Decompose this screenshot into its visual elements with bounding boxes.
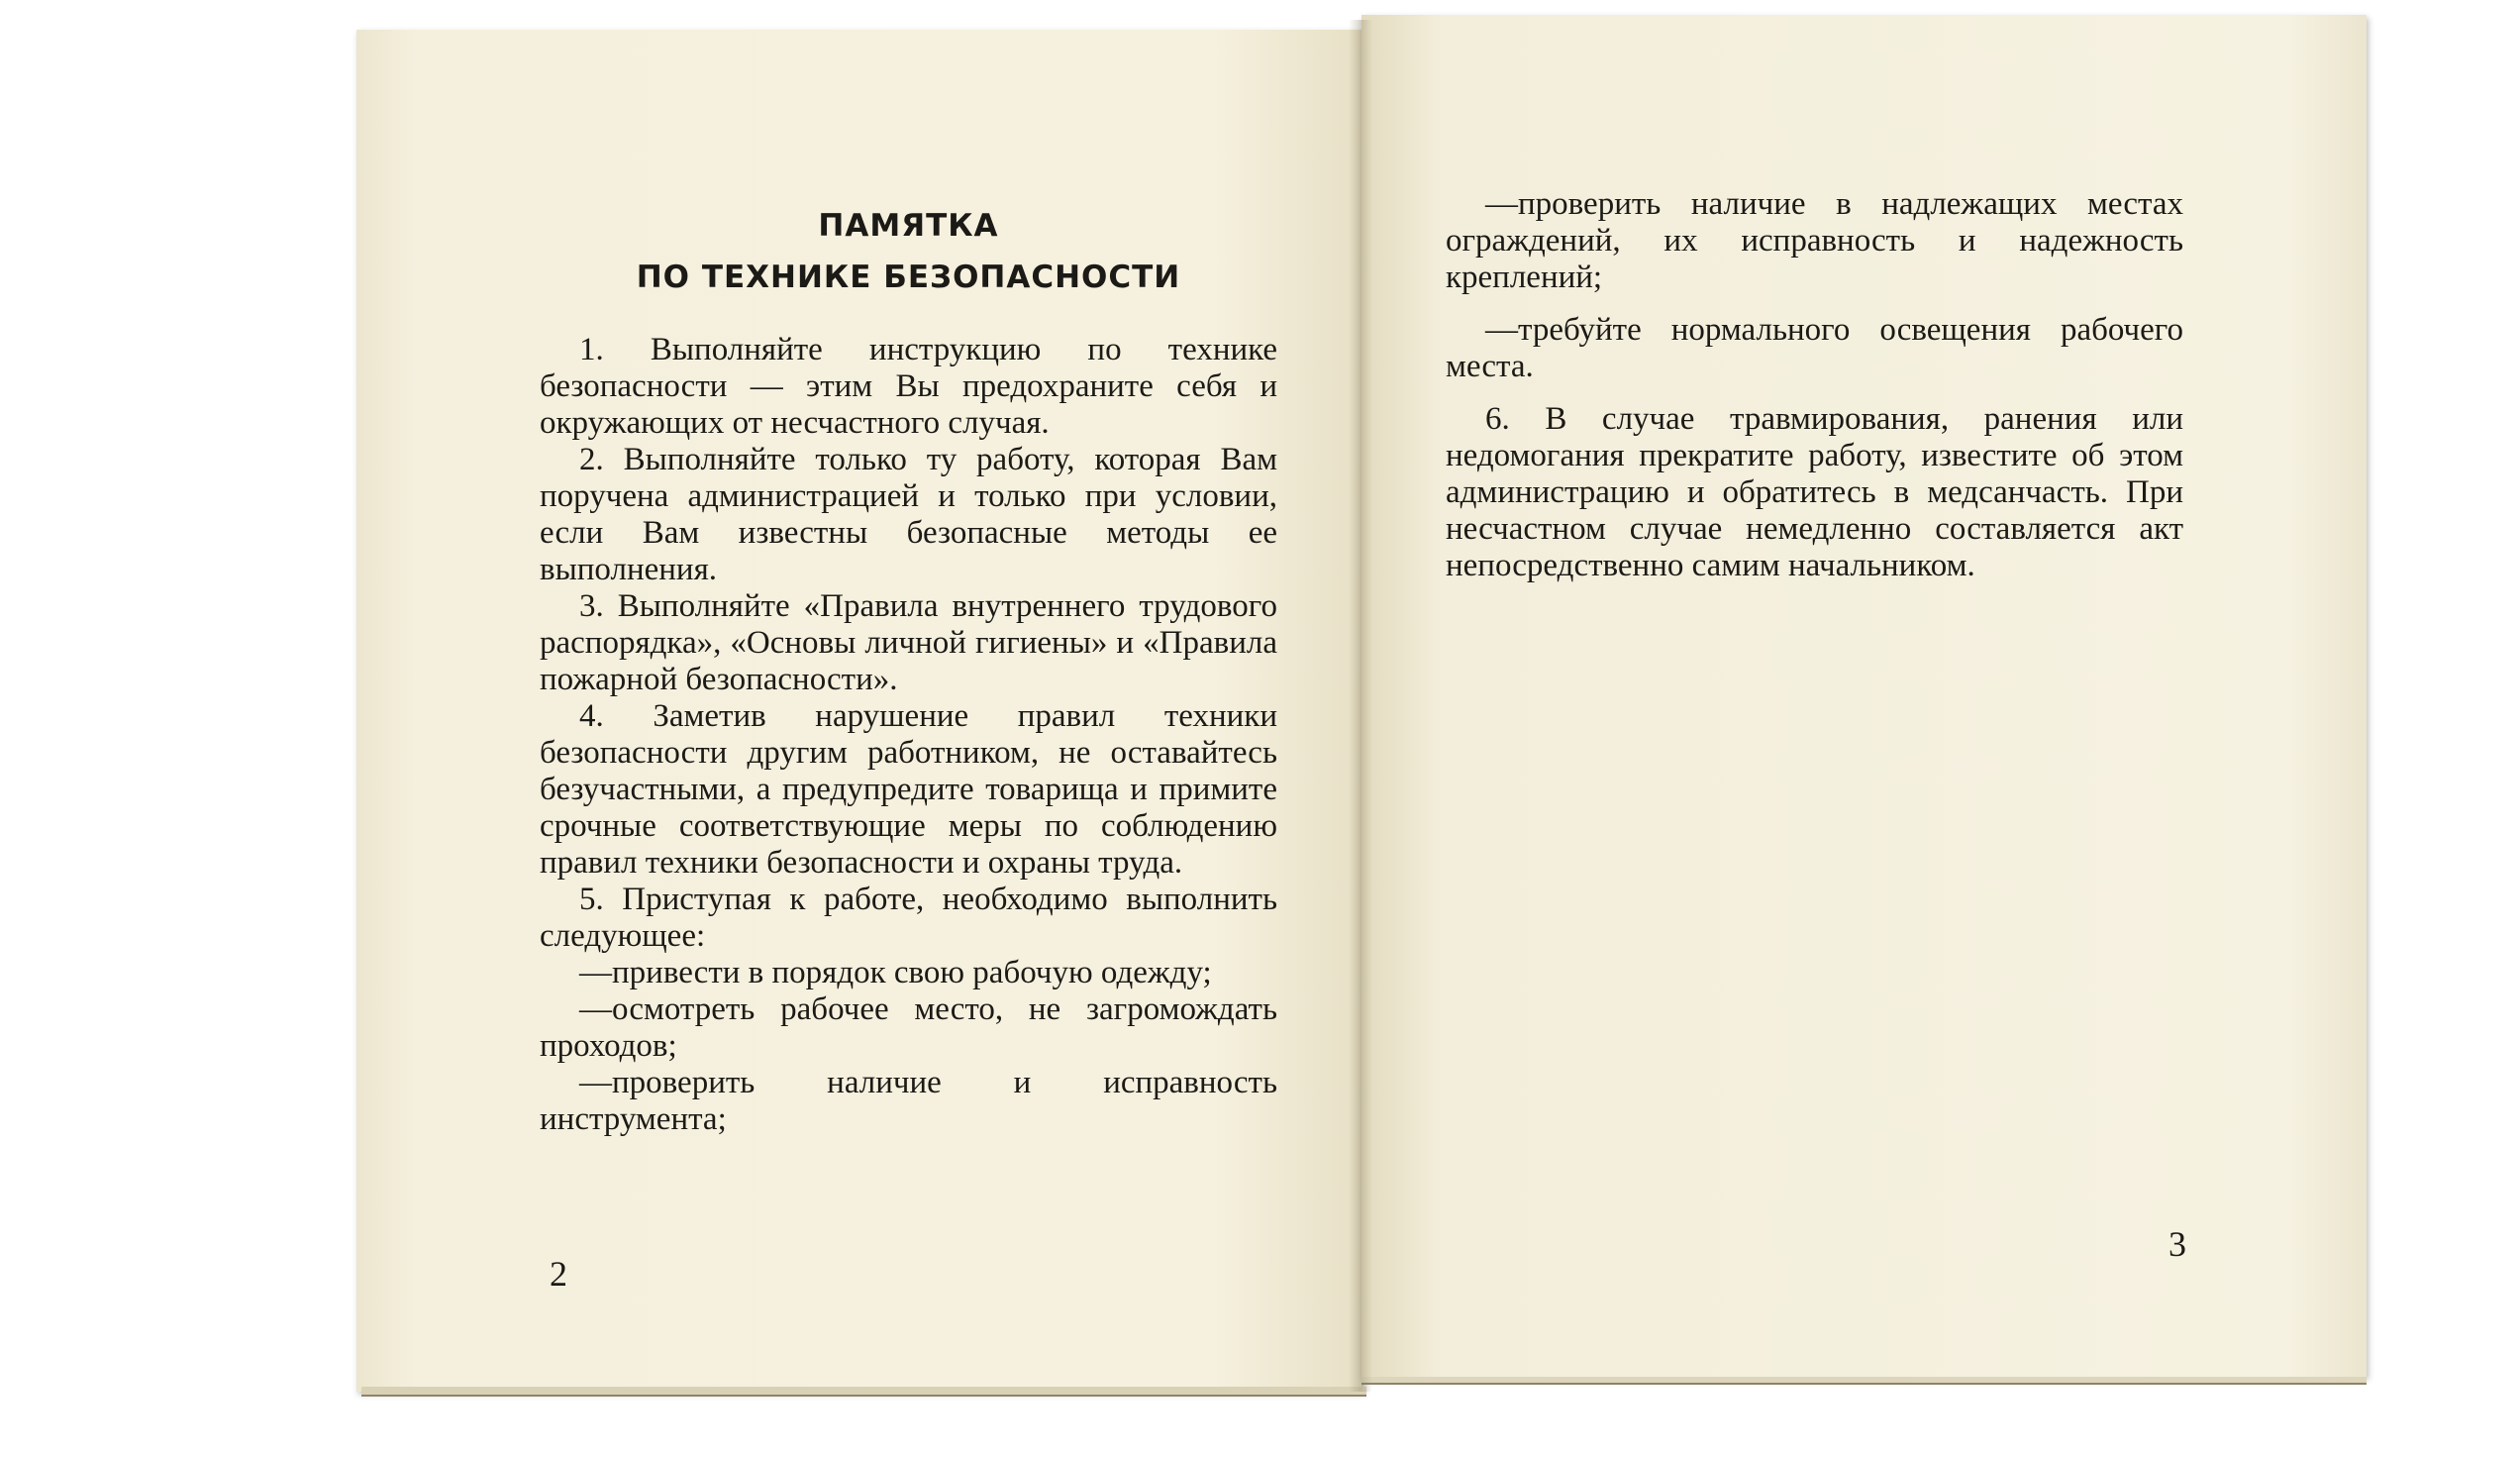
rule-5-item-clothing: —привести в порядок свою рабочую одежду;	[579, 955, 1212, 990]
rule-5-item-workplace: —осмотреть рабочее место, не загромождать проходов;	[540, 991, 1277, 1064]
rule-5-paragraph: 5. Приступая к работе, необходимо выполнить следующее:	[540, 882, 1277, 954]
rule-5-item-tools: —проверить наличие и исправность инструмента;	[540, 1065, 1277, 1137]
right-page-body	[1446, 186, 2183, 584]
rule-6-paragraph: 6. В случае травмирования, ранения или недомогания прекратите работу, известите об этом администрацию и обратитесь в медсанчасть. При несчастном случае немедленно составляется акт непосредственно самим начальником.	[1446, 401, 2183, 583]
left-page-edge	[361, 1387, 1366, 1397]
page-number-left: 2	[550, 1254, 567, 1294]
rule-3-paragraph: 3. Выполняйте «Правила внутреннего трудового распорядка», «Основы личной гигиены» и «Правила пожарной безопасности».	[540, 588, 1277, 697]
book-spine-shadow	[1349, 20, 1372, 1392]
document-title: ПАМЯТКА	[818, 208, 999, 244]
right-page-edge	[1361, 1377, 2367, 1385]
left-page-body	[540, 332, 1277, 1138]
rule-4-paragraph: 4. Заметив нарушение правил техники безопасности другим работником, не оставайтесь безучастными, а предупредите товарища и примите срочные соответствующие меры по соблюдению правил техники безопасности и охраны труда.	[540, 698, 1277, 881]
rule-2-paragraph: 2. Выполняйте только ту работу, которая Вам поручена администрацией и только при условии, если Вам известны безопасные методы ее выполнения.	[540, 442, 1277, 587]
rule-1-paragraph: 1. Выполняйте инструкцию по технике безопасности — этим Вы предохраните себя и окружающих от несчастного случая.	[540, 332, 1277, 441]
rule-5-item-lighting: —требуйте нормального освещения рабочего места.	[1446, 312, 2183, 384]
rule-5-item-guards: —проверить наличие в надлежащих местах ограждений, их исправность и надежность креплений;	[1446, 186, 2183, 295]
document-subtitle: ПО ТЕХНИКЕ БЕЗОПАСНОСТИ	[636, 260, 1181, 295]
page-number-right: 3	[2168, 1224, 2186, 1264]
